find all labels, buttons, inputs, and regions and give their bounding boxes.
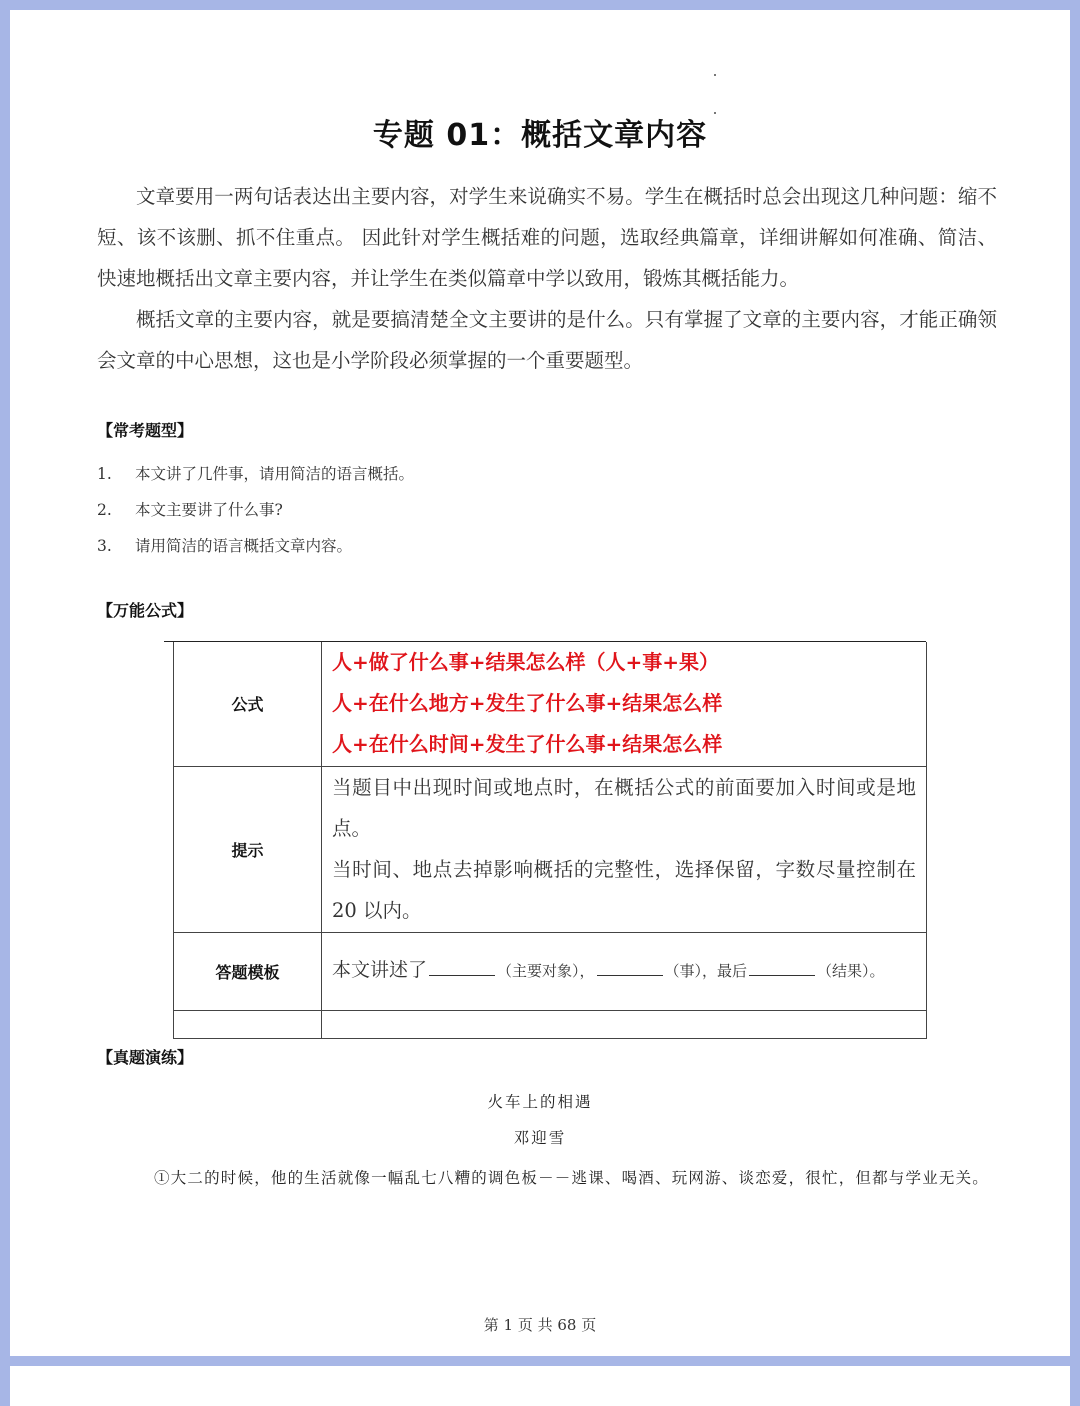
table-row <box>174 642 927 766</box>
tip-line: 当题目中出现时间或地点时，在概括公式的前面要加入时间或是地点。 <box>332 776 916 840</box>
question-list <box>97 460 414 568</box>
table-row <box>174 766 927 932</box>
formula-line: 人+在什么时间+发生了什么事+结果怎么样 <box>332 732 723 757</box>
next-page-edge <box>10 1366 1070 1406</box>
list-item: 1. 本文讲了几件事，请用简洁的语言概括。 <box>97 465 415 483</box>
fill-blank <box>749 974 815 976</box>
formula-cell <box>322 642 927 766</box>
section-heading-formula: 【万能公式】 <box>97 601 194 620</box>
empty-cell <box>174 1010 322 1038</box>
list-item: 2. 本文主要讲了什么事? <box>97 501 283 519</box>
page-footer: 第 1 页 共 68 页 <box>483 1316 597 1334</box>
template-label: 答题模板 <box>174 932 322 1010</box>
fill-blank <box>597 974 663 976</box>
table-row <box>174 1010 927 1038</box>
formula-label: 公式 <box>174 642 322 766</box>
table-row <box>174 932 927 1010</box>
formula-line: 人+在什么地方+发生了什么事+结果怎么样 <box>332 691 723 716</box>
answer-template: 本文讲述了 （主要对象）， （事），最后 （结果）。 <box>332 959 885 981</box>
tip-cell <box>322 766 927 932</box>
article-author: 邓迎雪 <box>513 1129 567 1147</box>
article-paragraph: ①大二的时候，他的生活就像一幅乱七八糟的调色板－－逃课、喝酒、玩网游、谈恋爱，很忙，但都与学业无关。 <box>154 1169 990 1187</box>
intro-text <box>97 176 997 381</box>
section-heading-common: 【常考题型】 <box>97 421 194 440</box>
template-cell <box>322 932 927 1010</box>
empty-cell <box>322 1010 927 1038</box>
page-title: 专题 01：概括文章内容 <box>372 118 708 153</box>
tip-label: 提示 <box>174 766 322 932</box>
formula-table <box>173 642 927 1039</box>
intro-paragraph: 概括文章的主要内容，就是要搞清楚全文主要讲的是什么。只有掌握了文章的主要内容，才能正确领会文章的中心思想，这也是小学阶段必须掌握的一个重要题型。 <box>97 308 997 372</box>
section-heading-practice: 【真题演练】 <box>97 1048 194 1067</box>
tip-line: 当时间、地点去掉影响概括的完整性，选择保留，字数尽量控制在 20 以内。 <box>332 858 916 922</box>
list-item: 3. 请用简洁的语言概括文章内容。 <box>97 537 353 555</box>
formula-line: 人+做了什么事+结果怎么样（人+事+果） <box>332 650 720 675</box>
document-page <box>10 10 1070 1356</box>
article-body <box>123 1160 995 1196</box>
article-title: 火车上的相遇 <box>487 1093 593 1111</box>
speck <box>714 74 716 76</box>
intro-paragraph: 文章要用一两句话表达出主要内容，对学生来说确实不易。学生在概括时总会出现这几种问题：缩不短、该不该删、抓不住重点。 因此针对学生概括难的问题，选取经典篇章，详细讲解如何准确、简洁、快速地概括出文章主要内容，并让学生在类似篇章中学以致用，锻炼其概括能力。 <box>97 185 997 290</box>
fill-blank <box>429 974 495 976</box>
